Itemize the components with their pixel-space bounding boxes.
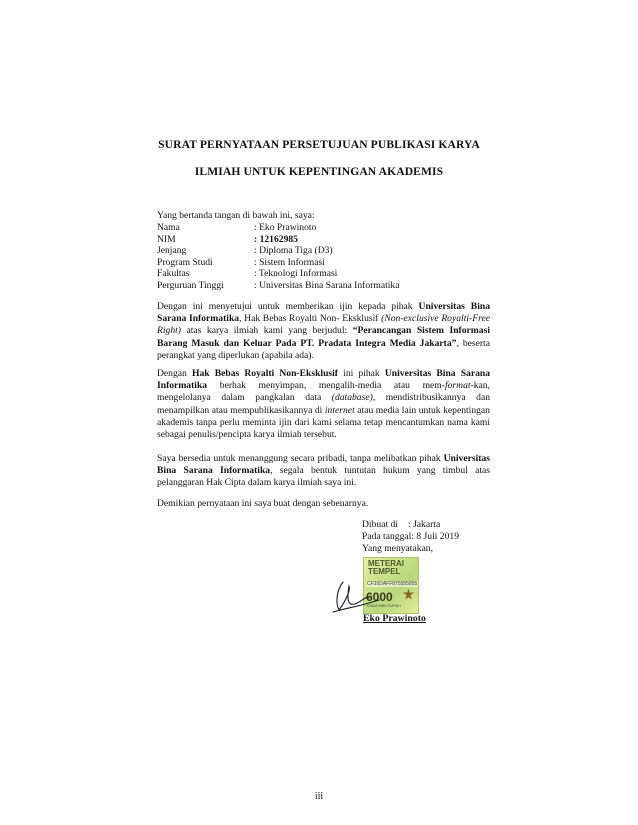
document-title-line2: ILMIAH UNTUK KEPENTINGAN AKADEMIS (194, 165, 444, 178)
place-label: Dibuat di (362, 519, 398, 530)
stamp-subtitle: ENAM RIBU RUPIAH (367, 604, 401, 608)
field-row-nim (157, 234, 399, 246)
field-value: : Eko Prawinoto (254, 222, 317, 233)
garuda-emblem-icon (402, 588, 415, 601)
closing-paragraph: Demikian pernyataan ini saya buat dengan sebenarnya. (157, 498, 369, 509)
field-label: Fakultas (157, 268, 190, 280)
consent-paragraph: Dengan ini menyetujui untuk memberikan ijin kepada pihak Universitas Bina Sarana Informatika, Hak Bebas Royalti Non- Eksklusif (Non-exclusive Royalti-Free Right) atas karya ilmiah kami yang berjudul: “Perancangan Sistem Informasi Barang Masuk dan Keluar Pada PT. Pradata Integra Media Jakarta”, beserta perangkat yang diperlukan (apabila ada). (157, 301, 490, 361)
place-row (362, 519, 459, 531)
stamp-value: 6000 (366, 590, 393, 604)
field-row-jenjang (157, 245, 399, 257)
signature-block (362, 519, 459, 556)
document-title-line1: SURAT PERNYATAAN PERSETUJUAN PUBLIKASI KARYA (158, 138, 480, 151)
place-value: : Jakarta (408, 519, 441, 530)
field-label: Program Studi (157, 256, 213, 268)
signer-name: Eko Prawinoto (363, 613, 426, 624)
intro-text: Yang bertanda tangan di bawah ini, saya: (157, 210, 315, 221)
field-value: : Teknologi Informasi (254, 268, 338, 280)
field-label: Perguruan Tinggi (157, 279, 224, 291)
field-label: NIM (157, 233, 176, 245)
field-value: : Diploma Tiga (D3) (254, 245, 333, 257)
stamp-title: METERAI TEMPEL (368, 559, 404, 576)
handwritten-signature (331, 576, 381, 616)
declarant-line: Yang menyatakan, (362, 543, 433, 555)
identity-fields (157, 222, 399, 292)
field-row-nama (157, 222, 399, 234)
date-line: Pada tanggal: 8 Juli 2019 (362, 531, 459, 543)
field-value: : 12162985 (254, 233, 298, 245)
liability-paragraph: Saya bersedia untuk menanggung secara pribadi, tanpa melibatkan pihak Universitas Bina Sarana Informatika, segala bentuk tuntutan hukum yang timbul atas pelanggaran Hak Cipta dalam karya ilmiah saya ini. (157, 453, 490, 489)
field-row-perguruan-tinggi (157, 280, 399, 292)
stamp-code: CF35DAFF875555855 (367, 581, 418, 587)
page-number: iii (314, 791, 324, 802)
field-value: : Sistem Informasi (254, 256, 325, 268)
field-row-fakultas (157, 268, 399, 280)
rights-paragraph: Dengan Hak Bebas Royalti Non-Eksklusif ini pihak Universitas Bina Sarana Informatika berhak menyimpan, mengalih-media atau mem-format-kan, mengelolanya dalam pangkalan data (database), mendistribusikannya dan menampilkan atau mempublikasikannya di internet atau media lain untuk kepentingan akademis tanpa perlu meminta ijin dari kami selama tetap mencantumkan nama kami sebagai penulis/pencipta karya ilmiah tersebut. (157, 368, 491, 441)
field-row-program-studi (157, 257, 399, 269)
field-label: Jenjang (157, 245, 187, 257)
field-label: Nama (157, 222, 180, 233)
field-value: : Universitas Bina Sarana Informatika (254, 279, 400, 291)
